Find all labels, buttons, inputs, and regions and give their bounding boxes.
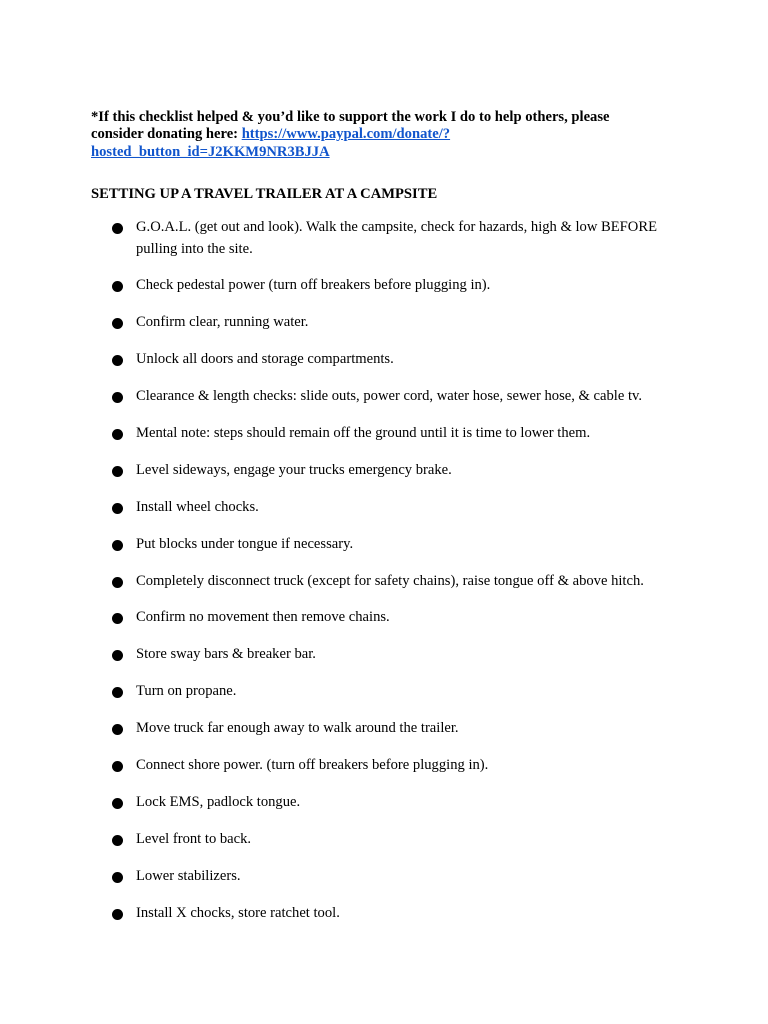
checklist-item-text: Move truck far enough away to walk around the trailer. — [136, 720, 459, 737]
bullet-icon — [112, 687, 123, 698]
bullet-icon — [112, 281, 123, 292]
bullet-icon — [112, 503, 123, 514]
bullet-icon — [112, 318, 123, 329]
bullet-icon — [112, 798, 123, 809]
donation-link-line2: hosted_button_id=J2KKM9NR3BJJA — [91, 143, 330, 160]
checklist-item-text: Mental note: steps should remain off the ground until it is time to lower them. — [136, 424, 591, 441]
checklist-item — [91, 217, 691, 260]
checklist-item-text: Clearance & length checks: slide outs, power cord, water hose, sewer hose, & cable tv. — [136, 388, 643, 405]
checklist-item — [91, 423, 691, 445]
checklist-item-text: Lower stabilizers. — [136, 867, 241, 884]
checklist-item-text: Lock EMS, padlock tongue. — [136, 793, 301, 810]
bullet-icon — [112, 761, 123, 772]
bullet-icon — [112, 429, 123, 440]
checklist-item — [91, 571, 691, 593]
checklist-item-text: Put blocks under tongue if necessary. — [136, 535, 354, 552]
donation-text: *If this checklist helped & you’d like to support the work I do to help others, please consider donating here: — [91, 108, 610, 143]
bullet-icon — [112, 835, 123, 846]
checklist-item-text: Level sideways, engage your trucks emergency brake. — [136, 461, 452, 478]
checklist-item-text: G.O.A.L. (get out and look). Walk the campsite, check for hazards, high & low BEFORE pulling into the site. — [136, 219, 657, 257]
checklist-item — [91, 460, 691, 482]
checklist-item — [91, 792, 691, 814]
checklist-item-text: Connect shore power. (turn off breakers before plugging in). — [136, 756, 489, 773]
checklist-item-text: Check pedestal power (turn off breakers before plugging in). — [136, 277, 491, 294]
checklist-item — [91, 497, 691, 519]
section-heading: SETTING UP A TRAVEL TRAILER AT A CAMPSITE — [91, 186, 438, 202]
bullet-icon — [112, 540, 123, 551]
bullet-icon — [112, 392, 123, 403]
checklist-item-text: Install X chocks, store ratchet tool. — [136, 904, 340, 921]
bullet-icon — [112, 613, 123, 624]
checklist-item — [91, 903, 691, 925]
checklist-item — [91, 534, 691, 556]
bullet-icon — [112, 466, 123, 477]
checklist-item-text: Turn on propane. — [136, 683, 237, 700]
checklist-item — [91, 718, 691, 740]
donation-note — [91, 109, 651, 162]
bullet-icon — [112, 724, 123, 735]
checklist-item — [91, 644, 691, 666]
checklist-item-text: Store sway bars & breaker bar. — [136, 646, 316, 663]
checklist-item — [91, 829, 691, 851]
checklist-item — [91, 275, 691, 297]
checklist-item — [91, 607, 691, 629]
bullet-icon — [112, 355, 123, 366]
checklist-item — [91, 755, 691, 777]
checklist-item-text: Install wheel chocks. — [136, 498, 259, 515]
checklist-item — [91, 349, 691, 371]
checklist-item-text: Completely disconnect truck (except for safety chains), raise tongue off & above hitch. — [136, 572, 644, 589]
bullet-icon — [112, 223, 123, 234]
checklist — [91, 217, 691, 939]
bullet-icon — [112, 872, 123, 883]
checklist-item-text: Unlock all doors and storage compartments. — [136, 351, 394, 368]
checklist-item — [91, 386, 691, 408]
checklist-item-text: Level front to back. — [136, 830, 252, 847]
bullet-icon — [112, 909, 123, 920]
checklist-item — [91, 866, 691, 888]
checklist-item-text: Confirm clear, running water. — [136, 314, 309, 331]
bullet-icon — [112, 577, 123, 588]
checklist-item-text: Confirm no movement then remove chains. — [136, 609, 390, 626]
bullet-icon — [112, 650, 123, 661]
checklist-item — [91, 681, 691, 703]
checklist-item — [91, 312, 691, 334]
donation-link-line1: https://www.paypal.com/donate/? — [241, 126, 451, 143]
